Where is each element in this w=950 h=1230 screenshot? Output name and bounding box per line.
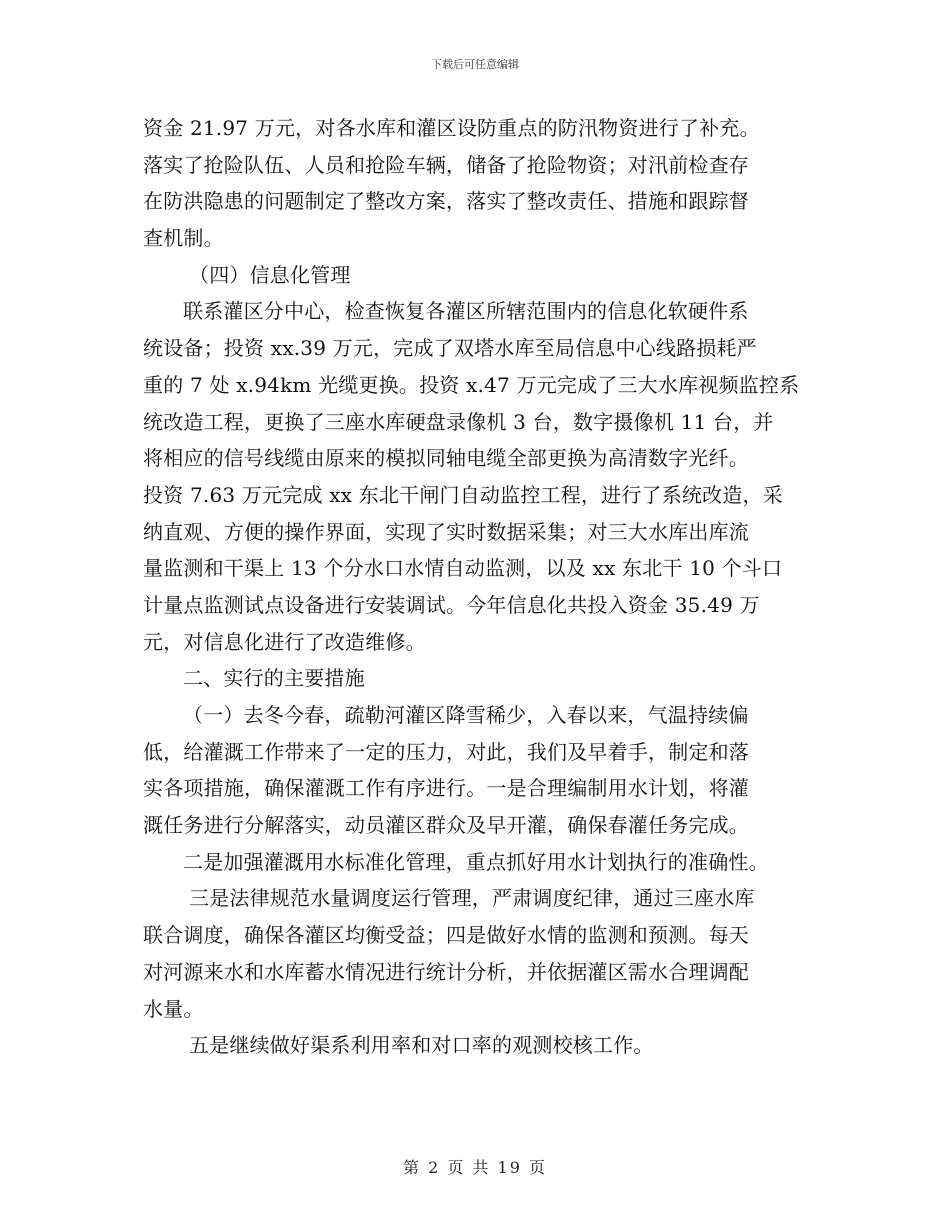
body-line: 对河源来水和水库蓄水情况进行统计分析，并依据灌区需水合理调配 [143,959,749,984]
body-line: 低，给灌溉工作带来了一定的压力，对此，我们及早着手，制定和落 [143,739,749,764]
body-line: 计量点监测试点设备进行安装调试。今年信息化共投入资金 35.49 万 [143,592,760,617]
body-line: 水量。 [143,996,204,1021]
body-line: 联系灌区分中心，检查恢复各灌区所辖范围内的信息化软硬件系 [183,299,749,324]
body-line: （一）去冬今春，疏勒河灌区降雪稀少，入春以来，气温持续偏 [183,703,749,727]
body-line: 三是法律规范水量调度运行管理，严肃调度纪律，通过三座水库 [189,886,755,911]
body-line: 二是加强灌溉用水标准化管理，重点抓好用水计划执行的准确性。 [183,849,769,874]
body-line: 元，对信息化进行了改造维修。 [143,629,426,654]
document-body [143,110,815,1064]
body-line: 纳直观、方便的操作界面，实现了实时数据采集；对三大水库出库流 [143,519,749,544]
body-line: 量监测和干渠上 13 个分水口水情自动监测，以及 xx 东北干 10 个斗口 [143,556,783,581]
body-line: 资金 21.97 万元，对各水库和灌区设防重点的防汛物资进行了补充。 [143,116,760,140]
page-number-footer: 第 2 页 共 19 页 [403,1158,547,1177]
section-heading: 二、实行的主要措施 [183,666,365,691]
body-line: 联合调度，确保各灌区均衡受益；四是做好水情的监测和预测。每天 [143,923,749,948]
body-line: 实各项措施，确保灌溉工作有序进行。一是合理编制用水计划，将灌 [143,776,749,801]
body-line: 将相应的信号线缆由原来的模拟同轴电缆全部更换为高清数字光纤。 [143,446,749,471]
body-line: 重的 7 处 x.94km 光缆更换。投资 x.47 万元完成了三大水库视频监控系 [143,372,800,397]
body-line: 统设备；投资 xx.39 万元，完成了双塔水库至局信息中心线路损耗严 [143,336,757,361]
section-heading: （四）信息化管理 [189,262,351,287]
body-line: 溉任务进行分解落实，动员灌区群众及早开灌，确保春灌任务完成。 [143,813,749,838]
body-line: 投资 7.63 万元完成 xx 东北干闸门自动监控工程，进行了系统改造，采 [143,482,783,507]
body-line: 在防洪隐患的问题制定了整改方案，落实了整改责任、措施和跟踪督 [143,189,749,214]
body-line: 查机制。 [143,226,224,251]
body-line: 五是继续做好渠系利用率和对口率的观测校核工作。 [189,1033,654,1058]
body-line: 统改造工程，更换了三座水库硬盘录像机 3 台，数字摄像机 11 台，并 [143,409,774,434]
body-line: 落实了抢险队伍、人员和抢险车辆，储备了抢险物资；对汛前检查存 [143,152,749,177]
page-header: 下载后可任意编辑 [431,58,519,71]
